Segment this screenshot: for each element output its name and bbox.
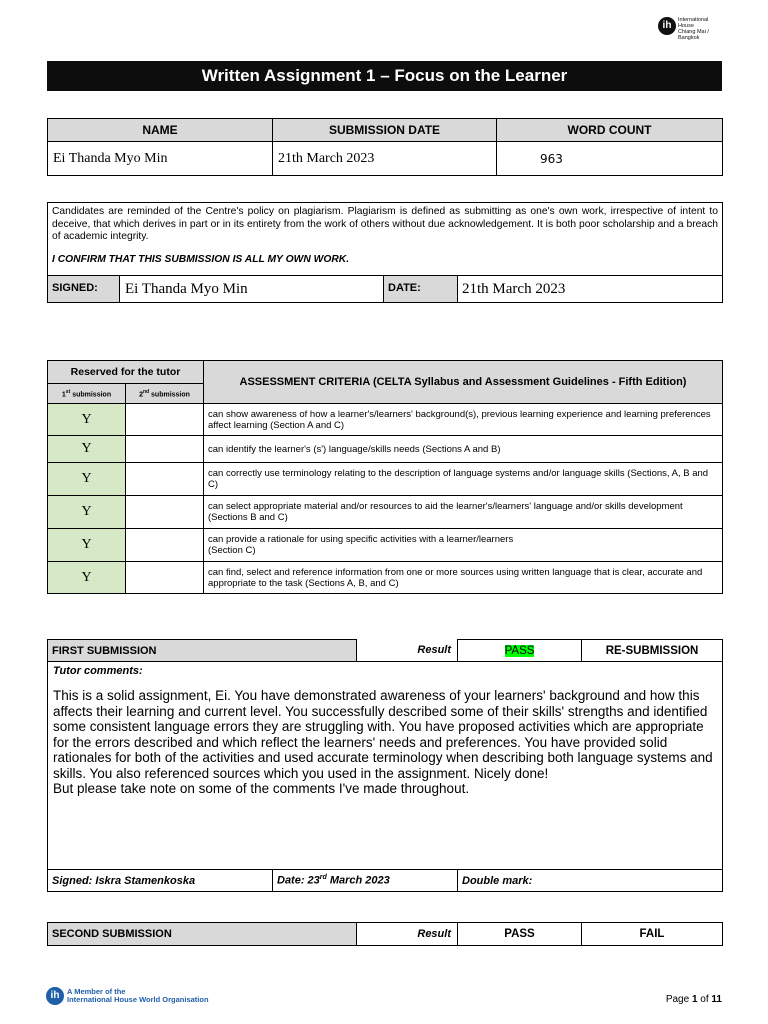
criteria-first-mark: Y: [48, 529, 126, 562]
criteria-row: [48, 404, 723, 436]
criteria-text: can provide a rationale for using specific activities with a learner/learners (Section C): [204, 529, 723, 562]
name-header: NAME: [48, 119, 273, 142]
second-fail: FAIL: [582, 923, 723, 946]
ih-logo: [658, 16, 728, 41]
first-submission-col: 1st submission: [48, 384, 126, 404]
second-submission-table: [47, 922, 723, 946]
criteria-first-mark: Y: [48, 562, 126, 594]
tutor-comments-label: Tutor comments:: [53, 665, 143, 677]
page-title: Written Assignment 1 – Focus on the Learner: [47, 61, 722, 91]
resubmission-label: RE-SUBMISSION: [582, 640, 723, 662]
criteria-first-mark: Y: [48, 463, 126, 496]
double-mark: Double mark:: [458, 870, 723, 892]
tutor-signed: Signed: Iskra Stamenkoska: [48, 870, 273, 892]
footer-org-text: A Member of the International House World Organisation: [67, 987, 209, 1004]
ih-logo-text: International House Chiang Mai / Bangkok: [678, 17, 709, 41]
criteria-text: can find, select and reference information from one or more sources using written language that is clear, accurate and appropriate to the task (Sections A, B, and C): [204, 562, 723, 594]
criteria-second-mark: [126, 529, 204, 562]
word-count-header: WORD COUNT: [497, 119, 723, 142]
candidate-info-table: [47, 118, 723, 176]
criteria-second-mark: [126, 436, 204, 463]
second-submission-col: 2nd submission: [126, 384, 204, 404]
signed-label: SIGNED:: [48, 276, 120, 303]
page-number: Page 1 of 11: [665, 994, 722, 1005]
criteria-second-mark: [126, 496, 204, 529]
criteria-second-mark: [126, 562, 204, 594]
ih-logo-icon: ih: [658, 17, 676, 35]
first-submission-label: FIRST SUBMISSION: [48, 640, 357, 662]
criteria-row: [48, 529, 723, 562]
criteria-text: can identify the learner's (s') language/skills needs (Sections A and B): [204, 436, 723, 463]
word-count: 963: [497, 142, 723, 176]
criteria-row: [48, 496, 723, 529]
plagiarism-confirm: I CONFIRM THAT THIS SUBMISSION IS ALL MY OWN WORK.: [52, 253, 350, 265]
criteria-row: [48, 562, 723, 594]
plagiarism-table: [47, 202, 723, 303]
criteria-row: [48, 436, 723, 463]
footer-logo: [46, 986, 246, 1008]
signed-value: Ei Thanda Myo Min: [120, 276, 384, 303]
date-label: DATE:: [384, 276, 458, 303]
ih-world-icon: ih: [46, 987, 64, 1005]
second-pass: PASS: [458, 923, 582, 946]
criteria-second-mark: [126, 463, 204, 496]
criteria-heading: ASSESSMENT CRITERIA (CELTA Syllabus and Assessment Guidelines - Fifth Edition): [204, 361, 723, 404]
second-result-label: Result: [357, 923, 458, 946]
criteria-second-mark: [126, 404, 204, 436]
first-result-value: PASS: [504, 644, 535, 657]
submission-date-header: SUBMISSION DATE: [273, 119, 497, 142]
criteria-first-mark: Y: [48, 404, 126, 436]
criteria-first-mark: Y: [48, 436, 126, 463]
second-submission-label: SECOND SUBMISSION: [48, 923, 357, 946]
criteria-text: can select appropriate material and/or resources to aid the learner's/learners' language and/or skills development (Sections B and C): [204, 496, 723, 529]
criteria-first-mark: Y: [48, 496, 126, 529]
tutor-comments: This is a solid assignment, Ei. You have demonstrated awareness of your learners' background and how this affects their learning and current level. You successfully described some of their skills' strengths and identified some consistent language errors they are struggling with. You have proposed activities which are appropriate for the errors described and which reflect the learners' needs and preferences. You have provided solid rationales for both of the activities and used accurate terminology when describing both language systems and skills. You also referenced sources which you used in the assignment. Nicely done! But please take note on some of the comments I've made throughout.: [53, 688, 713, 796]
plagiarism-notice: Candidates are reminded of the Centre's policy on plagiarism. Plagiarism is defined as submitting as one's own work, irrespective of intent to deceive, that which derives in part or in its entirety from the work of others without due acknowledgement. It is both poor scholarship and a breach of academic integrity.: [52, 206, 719, 242]
candidate-name: Ei Thanda Myo Min: [48, 142, 273, 176]
first-result-label: Result: [357, 640, 458, 662]
submission-date: 21th March 2023: [273, 142, 497, 176]
date-value: 21th March 2023: [458, 276, 723, 303]
tutor-date: Date: 23rd March 2023: [273, 870, 458, 892]
first-submission-table: [47, 639, 723, 892]
criteria-text: can show awareness of how a learner's/learners' background(s), previous learning experience and learning preferences affect learning (Section A and C): [204, 404, 723, 436]
assessment-criteria-table: [47, 360, 723, 594]
reserved-for-tutor: Reserved for the tutor: [48, 361, 204, 384]
criteria-text: can correctly use terminology relating to the description of language systems and/or language skills (Sections, A, B and C): [204, 463, 723, 496]
criteria-row: [48, 463, 723, 496]
